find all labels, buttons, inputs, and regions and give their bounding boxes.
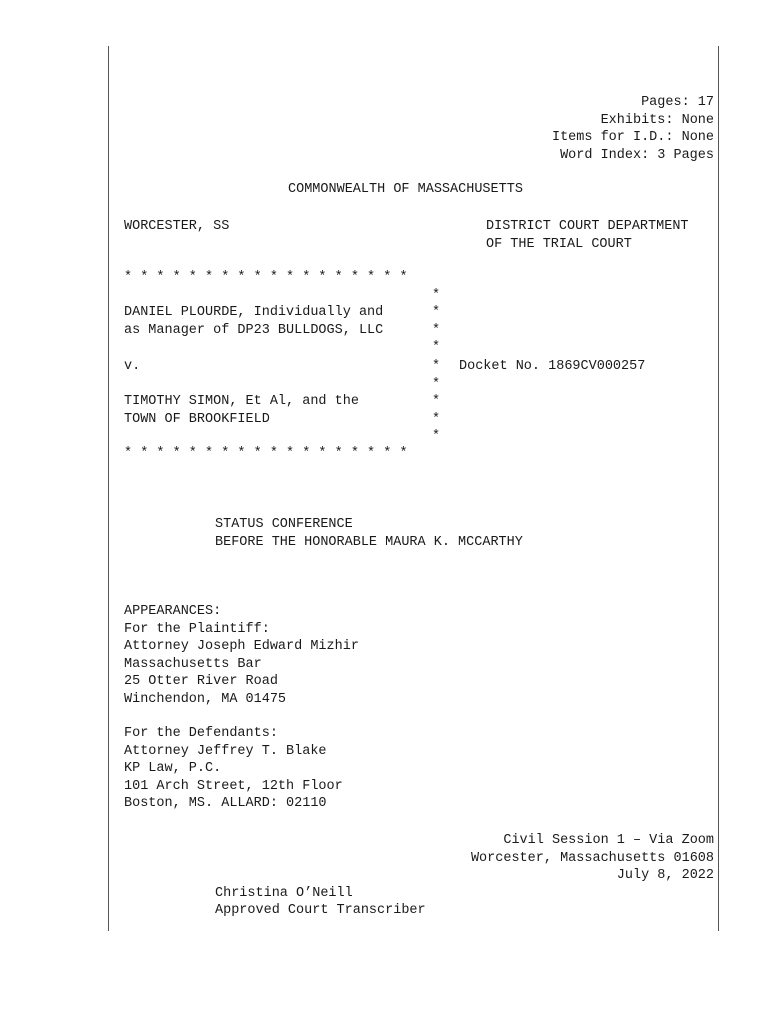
presiding-judge: BEFORE THE HONORABLE MAURA K. MCCARTHY — [215, 534, 523, 550]
proceeding-type: STATUS CONFERENCE — [215, 517, 353, 532]
county-label: WORCESTER, SS — [124, 219, 230, 234]
defendants-counsel-label: For the Defendants: — [124, 726, 278, 741]
plaintiff-attorney-street: 25 Otter River Road — [124, 674, 278, 689]
plaintiff-line-1: DANIEL PLOURDE, Individually and — [124, 305, 384, 320]
session-date: July 8, 2022 — [616, 868, 714, 883]
items-for-id-info: Items for I.D.: None — [551, 130, 714, 145]
caption-top-stars: * * * * * * * * * * * * * * * * * * — [124, 270, 408, 285]
transcriber-name: Christina O’Neill — [215, 885, 353, 901]
defendant-line-2: TOWN OF BROOKFIELD — [124, 411, 270, 427]
caption-side-star: * — [432, 340, 441, 355]
plaintiff-counsel-label: For the Plaintiff: — [124, 621, 270, 637]
defendants-attorney-name: Attorney Jeffrey T. Blake — [124, 743, 327, 759]
left-margin-rule — [108, 46, 109, 931]
caption-side-star: * — [432, 411, 441, 427]
plaintiff-line-2: as Manager of DP23 BULLDOGS, LLC — [124, 322, 384, 338]
versus-label: v. — [124, 359, 141, 374]
plaintiff-attorney-bar: Massachusetts Bar — [124, 656, 262, 672]
defendant-line-1: TIMOTHY SIMON, Et Al, and the — [124, 394, 359, 409]
docket-number: Docket No. 1869CV000257 — [459, 359, 646, 374]
commonwealth-heading: COMMONWEALTH OF MASSACHUSETTS — [288, 182, 523, 197]
appearances-heading: APPEARANCES: — [124, 604, 222, 619]
court-department-line-1: DISTRICT COURT DEPARTMENT — [486, 219, 689, 234]
session-location: Worcester, Massachusetts 01608 — [470, 850, 714, 866]
caption-side-star: * — [432, 287, 441, 303]
defendants-firm-street: 101 Arch Street, 12th Floor — [124, 778, 343, 794]
caption-side-star: * — [432, 305, 441, 320]
court-department-line-2: OF THE TRIAL COURT — [486, 236, 632, 252]
exhibits-info: Exhibits: None — [600, 112, 714, 128]
defendants-law-firm: KP Law, P.C. — [124, 761, 222, 776]
caption-bottom-stars: * * * * * * * * * * * * * * * * * * — [124, 446, 408, 461]
caption-side-star: * — [432, 429, 441, 444]
plaintiff-attorney-name: Attorney Joseph Edward Mizhir — [124, 639, 359, 654]
right-margin-rule — [718, 46, 719, 931]
caption-side-star: * — [432, 394, 441, 409]
plaintiff-attorney-city: Winchendon, MA 01475 — [124, 691, 287, 707]
session-name: Civil Session 1 – Via Zoom — [503, 833, 714, 848]
defendants-firm-city: Boston, MS. ALLARD: 02110 — [124, 796, 327, 811]
caption-side-star: * — [432, 376, 441, 392]
caption-side-star: * — [432, 322, 441, 338]
caption-side-star: * — [432, 359, 441, 374]
word-index-info: Word Index: 3 Pages — [560, 147, 714, 163]
transcriber-title: Approved Court Transcriber — [215, 903, 426, 918]
pages-count: Pages: 17 — [641, 95, 714, 110]
